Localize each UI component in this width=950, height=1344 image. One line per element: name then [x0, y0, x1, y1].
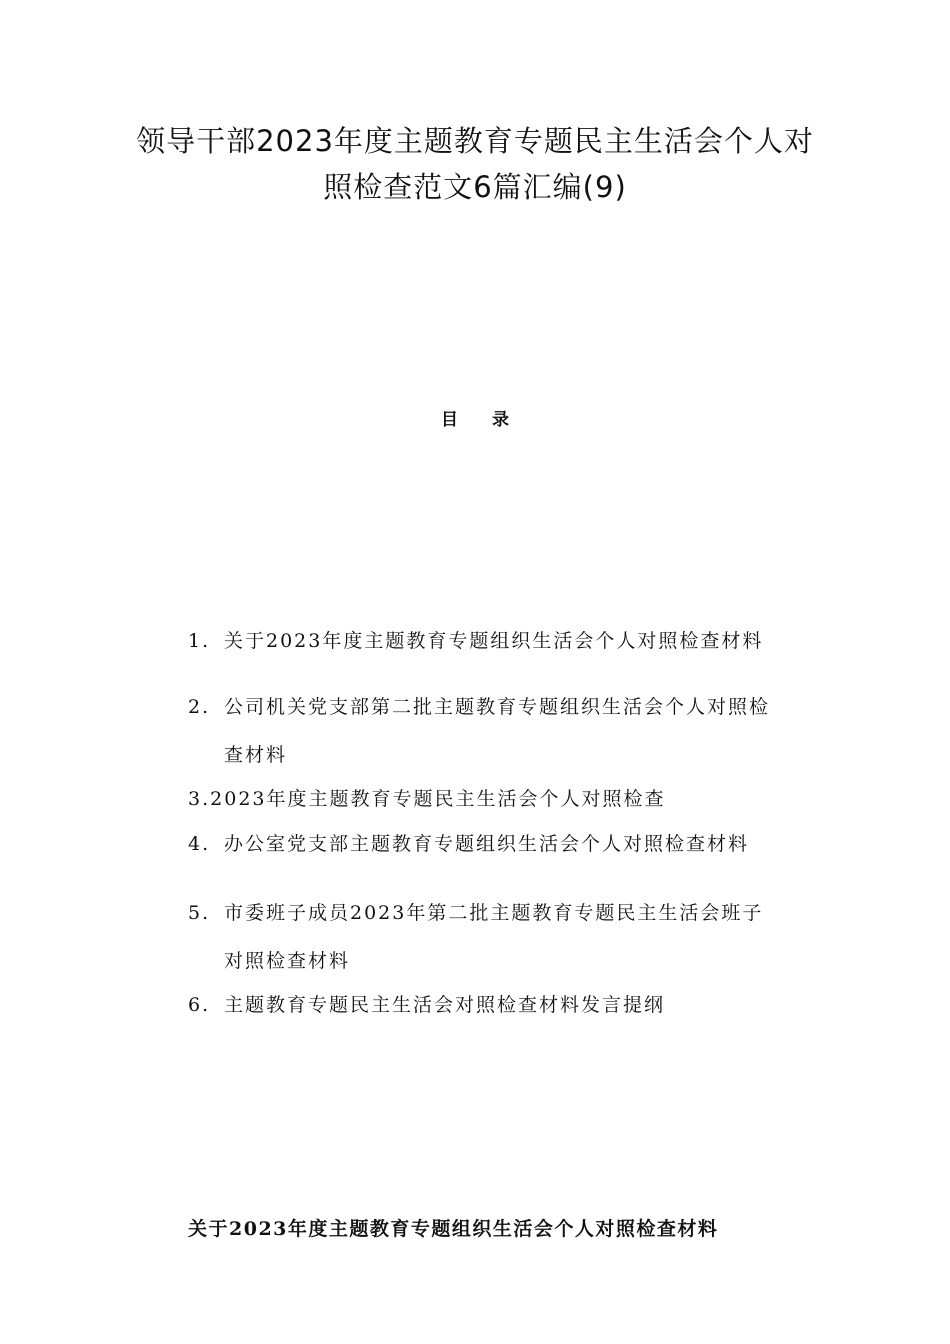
toc-item-continuation: 对照检查材料 — [224, 950, 351, 972]
toc-item-text: 2023年度主题教育专题民主生活会个人对照检查 — [210, 788, 666, 810]
toc-item-3 — [188, 775, 828, 823]
title-line-1: 领导干部2023年度主题教育专题民主生活会个人对 — [136, 124, 814, 158]
toc-item-text: 市委班子成员2023年第二批主题教育专题民主生活会班子 — [224, 902, 764, 924]
toc-item-continuation: 查材料 — [224, 744, 288, 766]
toc-item-text: 办公室党支部主题教育专题组织生活会个人对照检查材料 — [224, 833, 750, 855]
title-line-2: 照检查范文6篇汇编(9) — [323, 170, 627, 204]
toc-item-6 — [188, 981, 828, 1029]
toc-item-text: 公司机关党支部第二批主题教育专题组织生活会个人对照检 — [224, 696, 771, 718]
toc-item-4 — [188, 820, 828, 868]
toc-item-1 — [188, 617, 828, 665]
section-title: 关于2023年度主题教育专题组织生活会个人对照检查材料 — [188, 1218, 719, 1240]
toc-item-text: 关于2023年度主题教育专题组织生活会个人对照检查材料 — [224, 630, 764, 652]
toc-item-number: 1. — [188, 630, 211, 652]
toc-item-5 — [188, 889, 828, 985]
toc-item-number: 2. — [188, 696, 211, 718]
toc-heading: 目录 — [441, 410, 543, 430]
toc-item-number: 4. — [188, 833, 211, 855]
toc-item-2 — [188, 683, 828, 779]
toc-item-number: 3. — [188, 788, 211, 810]
toc-item-text: 主题教育专题民主生活会对照检查材料发言提纲 — [224, 994, 666, 1016]
toc-item-number: 6. — [188, 994, 211, 1016]
document-title — [0, 118, 950, 210]
toc-item-number: 5. — [188, 902, 211, 924]
